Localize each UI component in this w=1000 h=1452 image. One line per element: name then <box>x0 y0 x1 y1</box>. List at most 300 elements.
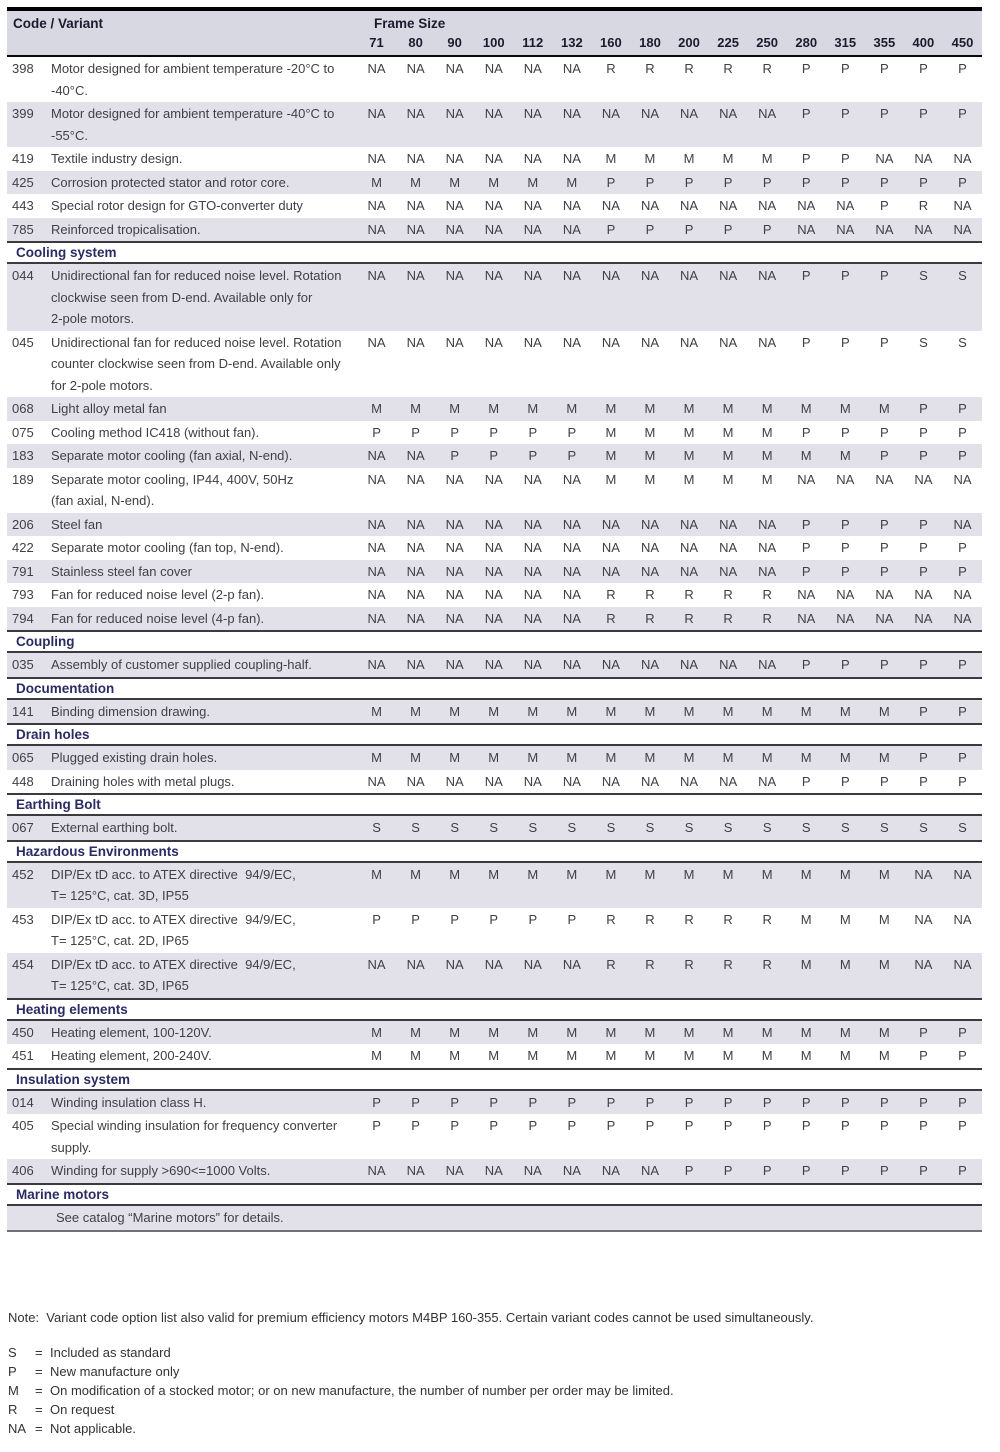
table-header <box>7 11 982 57</box>
availability-cell-225: P <box>723 174 733 190</box>
availability-cell-100: NA <box>484 151 503 166</box>
availability-cell-160: NA <box>601 334 620 350</box>
availability-cell-280: P <box>801 1118 811 1133</box>
availability-cell-450: S <box>958 334 967 350</box>
availability-cell-250: NA <box>758 198 777 213</box>
availability-cell-280: P <box>801 174 811 190</box>
variant-code: 183 <box>12 448 34 463</box>
availability-cell-180: R <box>645 61 655 76</box>
availability-cell-225: P <box>723 221 733 237</box>
variant-row-068 <box>7 397 982 421</box>
variant-code: 189 <box>12 471 34 487</box>
availability-cell-400: R <box>918 198 929 213</box>
availability-cell-200: R <box>684 61 694 76</box>
availability-cell-355: NA <box>875 151 894 166</box>
frame-size-col-200: 200 <box>678 35 700 50</box>
availability-cell-280: P <box>801 516 811 532</box>
availability-cell-180: M <box>644 448 656 463</box>
availability-cell-71: NA <box>367 268 386 283</box>
availability-cell-160: R <box>606 61 616 76</box>
variant-description-line: -55°C. <box>51 127 88 143</box>
availability-cell-355: M <box>878 703 890 719</box>
availability-cell-90: NA <box>445 610 464 626</box>
variant-description-line: Reinforced tropicalisation. <box>51 221 201 237</box>
availability-cell-160: P <box>606 174 616 190</box>
availability-cell-132: NA <box>562 221 581 237</box>
variant-description <box>51 863 357 908</box>
availability-cell-400: P <box>919 106 928 121</box>
section-header-marine-motors: Marine motors <box>7 1183 982 1206</box>
availability-cell-100: NA <box>484 268 503 283</box>
availability-cell-280: P <box>801 424 811 440</box>
availability-cell-80: M <box>410 1024 422 1040</box>
availability-cell-280: P <box>801 334 811 350</box>
availability-cell-355: P <box>880 1118 889 1133</box>
availability-cell-180: R <box>645 956 655 972</box>
variant-row-044 <box>7 264 982 331</box>
availability-cell-80: NA <box>406 334 425 350</box>
section-header-cooling-system: Cooling system <box>7 241 982 264</box>
availability-cell-71: M <box>371 1024 382 1040</box>
availability-cell-450: P <box>958 703 967 719</box>
variant-code: 425 <box>12 174 34 190</box>
availability-cell-180: NA <box>640 516 659 532</box>
availability-cell-180: NA <box>640 198 659 213</box>
availability-cell-250: NA <box>758 563 777 579</box>
variant-description-line: Unidirectional fan for reduced noise level. Rotation <box>51 268 342 283</box>
availability-cell-225: M <box>722 151 734 166</box>
variant-row-448 <box>7 770 982 794</box>
availability-cell-71: M <box>371 174 382 190</box>
availability-cell-400: NA <box>914 587 933 602</box>
variant-description <box>51 816 357 840</box>
variant-row-398 <box>7 57 982 102</box>
availability-cell-132: NA <box>562 540 581 555</box>
availability-cell-200: M <box>683 1024 695 1040</box>
availability-cell-400: P <box>919 540 928 555</box>
availability-cell-71: S <box>372 820 381 835</box>
availability-cell-250: M <box>761 448 773 463</box>
availability-cell-180: M <box>644 401 656 416</box>
availability-cell-450: NA <box>953 151 972 166</box>
availability-cell-71: P <box>372 1118 381 1133</box>
variant-code: 065 <box>12 750 34 765</box>
variant-description-line: T= 125°C, cat. 3D, IP65 <box>51 978 189 993</box>
availability-cell-112: NA <box>523 587 542 602</box>
availability-cell-315: M <box>839 1048 851 1063</box>
variant-code: 794 <box>12 610 34 626</box>
footnote: Note: Variant code option list also valid for premium efficiency motors M4BP 160-355. Certain variant codes cannot be used simultaneously. <box>8 1309 814 1325</box>
frame-size-col-225: 225 <box>717 35 739 50</box>
variant-code: 044 <box>12 268 34 283</box>
availability-cell-250: M <box>761 703 773 719</box>
availability-cell-225: NA <box>719 106 738 121</box>
frame-size-col-315: 315 <box>834 35 857 50</box>
variant-row-794 <box>7 607 982 631</box>
availability-cell-400: P <box>919 448 928 463</box>
availability-cell-71: M <box>371 401 382 416</box>
variant-description <box>51 746 357 770</box>
variant-row-065 <box>7 746 982 770</box>
availability-cell-315: M <box>839 956 851 972</box>
availability-cell-160: NA <box>601 657 620 672</box>
variant-row-453 <box>7 908 982 953</box>
availability-cell-160: M <box>605 1024 617 1040</box>
availability-cell-100: P <box>489 911 499 927</box>
variant-code: 206 <box>12 516 34 532</box>
availability-cell-112: P <box>528 1118 538 1133</box>
availability-cell-90: P <box>450 1118 459 1133</box>
availability-cell-80: NA <box>406 587 425 602</box>
availability-cell-112: NA <box>523 61 542 76</box>
availability-cell-400: P <box>919 773 928 789</box>
variant-description <box>51 583 357 607</box>
availability-cell-180: M <box>644 151 656 166</box>
availability-cell-90: S <box>450 820 459 835</box>
availability-cell-112: NA <box>523 221 542 237</box>
variant-description-line: T= 125°C, cat. 3D, IP55 <box>51 888 189 903</box>
availability-cell-450: NA <box>953 866 972 882</box>
availability-cell-80: P <box>411 911 420 927</box>
variant-code: 419 <box>12 151 34 166</box>
variant-description <box>51 700 357 724</box>
availability-cell-80: M <box>410 174 422 190</box>
availability-cell-225: P <box>723 1094 733 1110</box>
availability-cell-315: P <box>840 61 850 76</box>
variant-description-line: clockwise seen from D-end. Available only for <box>51 289 313 305</box>
availability-cell-450: NA <box>953 471 972 487</box>
availability-cell-225: P <box>723 1163 733 1178</box>
availability-cell-200: P <box>684 1118 694 1133</box>
availability-cell-225: M <box>722 866 734 882</box>
availability-cell-280: NA <box>797 198 816 213</box>
availability-cell-450: P <box>958 448 967 463</box>
availability-cell-355: P <box>880 657 889 672</box>
availability-cell-71: NA <box>367 657 386 672</box>
availability-cell-100: NA <box>484 106 503 121</box>
availability-cell-180: NA <box>640 657 659 672</box>
variant-description-line: DIP/Ex tD acc. to ATEX directive 94/9/EC, <box>51 956 296 972</box>
variant-description <box>51 171 357 195</box>
availability-cell-355: M <box>878 1048 890 1063</box>
availability-cell-280: P <box>801 61 811 76</box>
availability-cell-132: M <box>566 866 578 882</box>
availability-cell-315: NA <box>836 610 855 626</box>
availability-cell-250: NA <box>758 657 777 672</box>
availability-cell-180: M <box>644 471 656 487</box>
variant-row-425 <box>7 171 982 195</box>
availability-cell-80: NA <box>406 106 425 121</box>
availability-cell-225: M <box>722 750 734 765</box>
variant-description <box>51 194 357 218</box>
legend-symbol: M <box>8 1382 19 1398</box>
availability-cell-315: P <box>840 151 850 166</box>
availability-cell-250: P <box>762 174 772 190</box>
availability-cell-180: NA <box>640 268 659 283</box>
availability-cell-132: P <box>567 1118 577 1133</box>
frame-size-col-450: 450 <box>951 35 974 50</box>
availability-cell-160: NA <box>601 563 620 579</box>
legend-symbol: NA <box>8 1420 27 1436</box>
availability-cell-90: NA <box>445 334 464 350</box>
variant-code: 067 <box>12 820 34 835</box>
availability-cell-280: NA <box>797 610 816 626</box>
availability-cell-250: M <box>761 424 773 440</box>
frame-size-col-132: 132 <box>560 35 583 50</box>
variant-description <box>51 102 357 147</box>
availability-cell-450: P <box>958 750 967 765</box>
availability-cell-355: NA <box>875 221 894 237</box>
availability-cell-355: P <box>880 540 889 555</box>
variant-code: 785 <box>12 221 34 237</box>
availability-cell-225: NA <box>719 657 738 672</box>
availability-cell-132: NA <box>562 334 581 350</box>
availability-cell-100: NA <box>484 516 503 532</box>
availability-cell-250: NA <box>758 334 777 350</box>
availability-cell-100: M <box>488 1048 500 1063</box>
availability-cell-355: NA <box>875 610 894 626</box>
availability-cell-160: P <box>606 1094 616 1110</box>
availability-cell-160: M <box>605 151 617 166</box>
availability-cell-225: M <box>722 1048 734 1063</box>
availability-cell-100: M <box>488 703 500 719</box>
availability-cell-315: P <box>840 1118 850 1133</box>
availability-cell-132: NA <box>562 1163 581 1178</box>
variant-code: 451 <box>12 1048 34 1063</box>
availability-cell-355: P <box>880 174 889 190</box>
availability-cell-400: NA <box>914 610 933 626</box>
availability-cell-112: NA <box>523 516 542 532</box>
availability-cell-400: NA <box>914 221 933 237</box>
availability-cell-200: M <box>683 866 695 882</box>
availability-cell-90: M <box>449 1048 461 1063</box>
availability-cell-100: NA <box>484 471 503 487</box>
variant-description-line: Winding insulation class H. <box>51 1094 207 1110</box>
availability-cell-71: NA <box>367 448 386 463</box>
availability-cell-160: R <box>606 911 616 927</box>
availability-cell-100: M <box>488 401 500 416</box>
availability-cell-355: M <box>878 1024 890 1040</box>
availability-cell-90: NA <box>445 198 464 213</box>
availability-cell-112: NA <box>523 657 542 672</box>
variant-code: 068 <box>12 401 34 416</box>
availability-cell-180: P <box>645 174 655 190</box>
availability-cell-250: R <box>762 610 772 626</box>
page-footer <box>8 1310 1000 1438</box>
availability-cell-80: NA <box>406 540 425 555</box>
variant-code: 141 <box>12 703 34 719</box>
variant-row-419 <box>7 147 982 171</box>
variant-description-line: Assembly of customer supplied coupling-half. <box>51 657 312 672</box>
availability-cell-132: NA <box>562 151 581 166</box>
availability-cell-200: M <box>683 401 695 416</box>
availability-cell-80: NA <box>406 198 425 213</box>
availability-cell-90: M <box>449 703 461 719</box>
variant-description-line: Special rotor design for GTO-converter duty <box>51 198 303 213</box>
section-header-hazardous-environments: Hazardous Environments <box>7 840 982 863</box>
availability-cell-90: M <box>449 174 461 190</box>
availability-cell-200: NA <box>680 106 699 121</box>
variant-row-452 <box>7 863 982 908</box>
availability-cell-450: P <box>958 61 967 76</box>
availability-cell-160: NA <box>601 198 620 213</box>
availability-cell-250: NA <box>758 516 777 532</box>
availability-cell-160: NA <box>601 540 620 555</box>
availability-cell-112: NA <box>523 471 542 487</box>
variant-code: 453 <box>12 911 34 927</box>
variant-row-422 <box>7 536 982 560</box>
availability-cell-180: R <box>645 587 655 602</box>
availability-cell-71: NA <box>367 956 386 972</box>
variant-row-067 <box>7 816 982 840</box>
availability-cell-200: P <box>684 221 694 237</box>
availability-cell-90: NA <box>445 106 464 121</box>
availability-cell-355: P <box>880 424 889 440</box>
availability-cell-180: M <box>644 866 656 882</box>
variant-description <box>51 397 357 421</box>
availability-cell-200: NA <box>680 563 699 579</box>
legend-equals-sign: = <box>35 1344 43 1360</box>
availability-cell-100: NA <box>484 773 503 789</box>
legend-definition: Not applicable. <box>50 1420 136 1436</box>
variant-row-454 <box>7 953 982 998</box>
availability-cell-71: P <box>372 911 381 927</box>
availability-cell-200: R <box>684 610 694 626</box>
table-body <box>7 57 982 1232</box>
availability-cell-200: NA <box>680 773 699 789</box>
availability-cell-180: M <box>644 1024 656 1040</box>
availability-cell-100: M <box>488 866 500 882</box>
availability-cell-355: P <box>880 268 889 283</box>
availability-cell-100: NA <box>484 198 503 213</box>
availability-cell-112: NA <box>523 268 542 283</box>
availability-cell-280: NA <box>797 221 816 237</box>
legend-item-P <box>8 1362 1000 1381</box>
availability-cell-200: S <box>684 820 694 835</box>
variant-description-line: Separate motor cooling, IP44, 400V, 50Hz <box>51 471 294 487</box>
availability-cell-225: NA <box>719 334 738 350</box>
availability-cell-160: NA <box>601 1163 620 1178</box>
availability-cell-355: P <box>880 334 889 350</box>
variant-row-450 <box>7 1021 982 1045</box>
variant-description-line: Steel fan <box>51 516 103 532</box>
availability-cell-132: NA <box>562 198 581 213</box>
availability-cell-160: P <box>606 221 616 237</box>
availability-cell-71: NA <box>367 1163 386 1178</box>
availability-cell-250: M <box>761 866 773 882</box>
availability-cell-225: R <box>723 587 733 602</box>
frame-size-col-112: 112 <box>522 35 544 50</box>
availability-cell-132: M <box>566 401 578 416</box>
frame-size-col-250: 250 <box>756 35 778 50</box>
availability-cell-112: M <box>527 1048 539 1063</box>
marine-catalog-note-row: See catalog “Marine motors” for details. <box>7 1206 982 1232</box>
variant-description <box>51 1114 357 1159</box>
availability-cell-100: NA <box>484 610 503 626</box>
availability-cell-71: NA <box>367 587 386 602</box>
availability-cell-132: P <box>567 424 577 440</box>
availability-cell-400: NA <box>914 866 933 882</box>
variant-description-line: Fan for reduced noise level (4-p fan). <box>51 610 265 626</box>
availability-cell-400: S <box>919 268 928 283</box>
availability-cell-180: NA <box>640 540 659 555</box>
legend-definition: On request <box>50 1401 115 1417</box>
availability-cell-315: P <box>840 268 850 283</box>
availability-cell-132: NA <box>562 106 581 121</box>
availability-cell-180: R <box>645 610 655 626</box>
availability-cell-160: M <box>605 471 617 487</box>
availability-cell-450: NA <box>953 587 972 602</box>
variant-description <box>51 1159 357 1183</box>
availability-cell-450: NA <box>953 610 972 626</box>
availability-cell-450: P <box>958 1094 967 1110</box>
availability-cell-315: P <box>840 1163 850 1178</box>
availability-cell-400: P <box>919 563 928 579</box>
availability-cell-315: M <box>839 401 851 416</box>
variant-description-line: Winding for supply >690<=1000 Volts. <box>51 1163 271 1178</box>
availability-cell-80: NA <box>406 516 425 532</box>
availability-cell-132: M <box>566 1024 578 1040</box>
availability-cell-450: P <box>958 540 967 555</box>
availability-cell-90: NA <box>445 540 464 555</box>
variant-description-line: DIP/Ex tD acc. to ATEX directive 94/9/EC, <box>51 866 296 882</box>
availability-cell-280: M <box>800 448 812 463</box>
availability-cell-90: P <box>450 911 459 927</box>
availability-cell-355: M <box>878 750 890 765</box>
legend-item-R <box>8 1400 1000 1419</box>
availability-cell-100: NA <box>484 563 503 579</box>
availability-cell-280: S <box>801 820 811 835</box>
availability-cell-160: NA <box>601 516 620 532</box>
variant-description <box>51 953 357 998</box>
availability-cell-200: NA <box>680 198 699 213</box>
availability-cell-225: S <box>723 820 733 835</box>
availability-cell-100: P <box>489 1094 499 1110</box>
availability-cell-315: P <box>840 657 850 672</box>
availability-cell-71: NA <box>367 471 386 487</box>
variant-code: 443 <box>12 198 34 213</box>
availability-cell-450: P <box>958 1118 967 1133</box>
availability-cell-71: NA <box>367 151 386 166</box>
availability-cell-71: NA <box>367 563 386 579</box>
variant-row-141 <box>7 700 982 724</box>
availability-cell-315: NA <box>836 221 855 237</box>
availability-cell-280: P <box>801 106 811 121</box>
variant-description-line: Light alloy metal fan <box>51 401 167 416</box>
variant-row-189 <box>7 468 982 513</box>
availability-cell-355: P <box>880 1094 889 1110</box>
availability-cell-100: M <box>488 750 500 765</box>
variant-description <box>51 468 357 513</box>
availability-cell-250: NA <box>758 106 777 121</box>
availability-cell-90: NA <box>445 268 464 283</box>
availability-cell-112: M <box>527 866 539 882</box>
availability-cell-132: NA <box>562 61 581 76</box>
availability-cell-180: P <box>645 1094 655 1110</box>
availability-cell-160: M <box>605 401 617 416</box>
variant-description-line: Draining holes with metal plugs. <box>51 773 235 789</box>
availability-cell-160: R <box>606 610 616 626</box>
variant-description <box>51 560 357 584</box>
availability-cell-450: P <box>958 657 967 672</box>
availability-cell-80: P <box>411 1118 420 1133</box>
frame-size-col-400: 400 <box>912 35 935 50</box>
variant-description <box>51 536 357 560</box>
availability-cell-355: P <box>880 448 889 463</box>
availability-cell-112: S <box>528 820 538 835</box>
availability-cell-280: M <box>800 401 812 416</box>
availability-cell-160: S <box>606 820 616 835</box>
